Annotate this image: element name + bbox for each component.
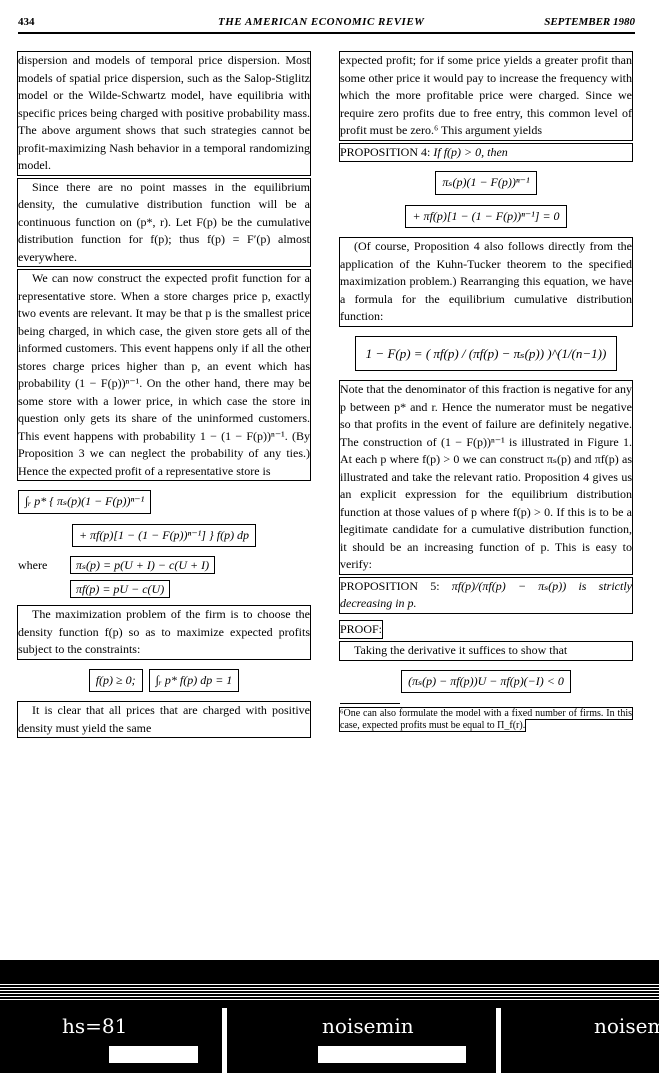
- noise-label: hs=81: [62, 1014, 128, 1038]
- running-header: [18, 16, 635, 34]
- page-number: 434: [18, 16, 35, 28]
- paragraph: We can now construct the expected profit function for a representative store. When a store charges price p, exactly two events are relevant. It may be that p is the smallest price being charged, in which case, the given store gets all of the informed customers. This event happens only if all the other stores charge prices higher than p, an event which has probability (1 − F(p))ⁿ⁻¹. On the other hand, there may be some store with a lower price, in which case the store in question only gets its share of the uninformed customers. This event happens with probability 1 − (1 − F(p))ⁿ⁻¹. (By Proposition 3 we can neglect the probability of any ties.) Hence the expected profit of a representative store is: [18, 270, 310, 480]
- equation: + πf(p)[1 − (1 − F(p))ⁿ⁻¹] } f(p) dp: [18, 524, 310, 548]
- equation: 1 − F(p) = ( πf(p) / (πf(p) − πₛ(p)) )^(1/(n−1)): [340, 336, 632, 372]
- journal-title: THE AMERICAN ECONOMIC REVIEW: [218, 16, 425, 28]
- equation: + πf(p)[1 − (1 − F(p))ⁿ⁻¹] = 0: [340, 205, 632, 229]
- equation: πₛ(p)(1 − F(p))ⁿ⁻¹: [340, 171, 632, 195]
- paragraph: Taking the derivative it suffices to show that: [340, 642, 632, 660]
- noise-stripes: [0, 982, 659, 1002]
- noise-label: noisem: [594, 1014, 666, 1038]
- noise-bar: [512, 1046, 659, 1063]
- definition-line: where πₛ(p) = p(U + I) − c(U + I): [18, 557, 310, 575]
- right-column: [340, 52, 632, 732]
- equation: ∫ᵣ p* { πₛ(p)(1 − F(p))ⁿ⁻¹: [18, 490, 310, 514]
- divider: [222, 1008, 227, 1073]
- noise-bar: [238, 1046, 466, 1063]
- definition-line: πf(p) = pU − c(U): [18, 581, 310, 599]
- footnote: ⁶One can also formulate the model with a fixed number of firms. In this case, expected profits must be equal to Π_f(r).: [340, 703, 632, 732]
- left-column: [18, 52, 310, 741]
- noise-bar: [0, 1046, 198, 1063]
- proposition-4: PROPOSITION 4: If f(p) > 0, then: [340, 144, 632, 162]
- noise-label: noisemin: [322, 1014, 414, 1038]
- paragraph: The maximization problem of the firm is to choose the density function f(p) so as to maximize expected profits subject to the constraints:: [18, 606, 310, 659]
- paragraph: (Of course, Proposition 4 also follows directly from the application of the Kuhn-Tucker theorem to the specified maximization problem.) Rearranging this equation, we have a formula for the equilibrium cumulative distribution function:: [340, 238, 632, 326]
- paragraph: It is clear that all prices that are charged with positive density must yield the same: [18, 702, 310, 737]
- proposition-5: PROPOSITION 5: πf(p)/(πf(p) − πₛ(p)) is strictly decreasing in p.: [340, 578, 632, 613]
- issue-date: SEPTEMBER 1980: [544, 16, 635, 28]
- equation: (πₛ(p) − πf(p))U − πf(p)(−I) < 0: [340, 670, 632, 694]
- paragraph: Since there are no point masses in the equilibrium density, the cumulative distribution function will be a continuous function on (p*, r). Let F(p) be the cumulative distribution function for f(p); thus f(p) = F′(p) almost everywhere.: [18, 179, 310, 267]
- paragraph: expected profit; for if some price yields a greater profit than some other price it would pay to increase the frequency with which the more profitable price were charged. Since we require zero profits due to free entry, this common level of profit must be zero.⁶ This argument yields: [340, 52, 632, 140]
- paragraph: dispersion and models of temporal price dispersion. Most models of spatial price dispersion, such as the Salop-Stiglitz model or the Wilde-Schwartz model, have equilibria with specific prices being charged with positive probability mass. The above argument shows that such strategies cannot be profit-maximizing Nash behavior in a temporal randomizing model.: [18, 52, 310, 175]
- divider: [496, 1008, 501, 1073]
- proof-label: PROOF:: [340, 621, 382, 639]
- footnote-rule: [340, 703, 400, 704]
- constraints: f(p) ≥ 0; ∫ᵣ p* f(p) dp = 1: [18, 669, 310, 693]
- paragraph: Note that the denominator of this fraction is negative for any p between p* and r. Hence the numerator must be negative so that profits in the event of failure are definitely negative. The construction of (1 − F(p))ⁿ⁻¹ is illustrated in Figure 1. At each p where f(p) > 0 we can construct πₛ(p) and πf(p) as illustrated and take the relevant ratio. Proposition 4 gives us an explicit expression for the equilibrium distribution function at those values of p where f(p) > 0. If this is to be a legitimate candidate for a cumulative distribution function, it should be an increasing function of p. This is easy to verify:: [340, 381, 632, 574]
